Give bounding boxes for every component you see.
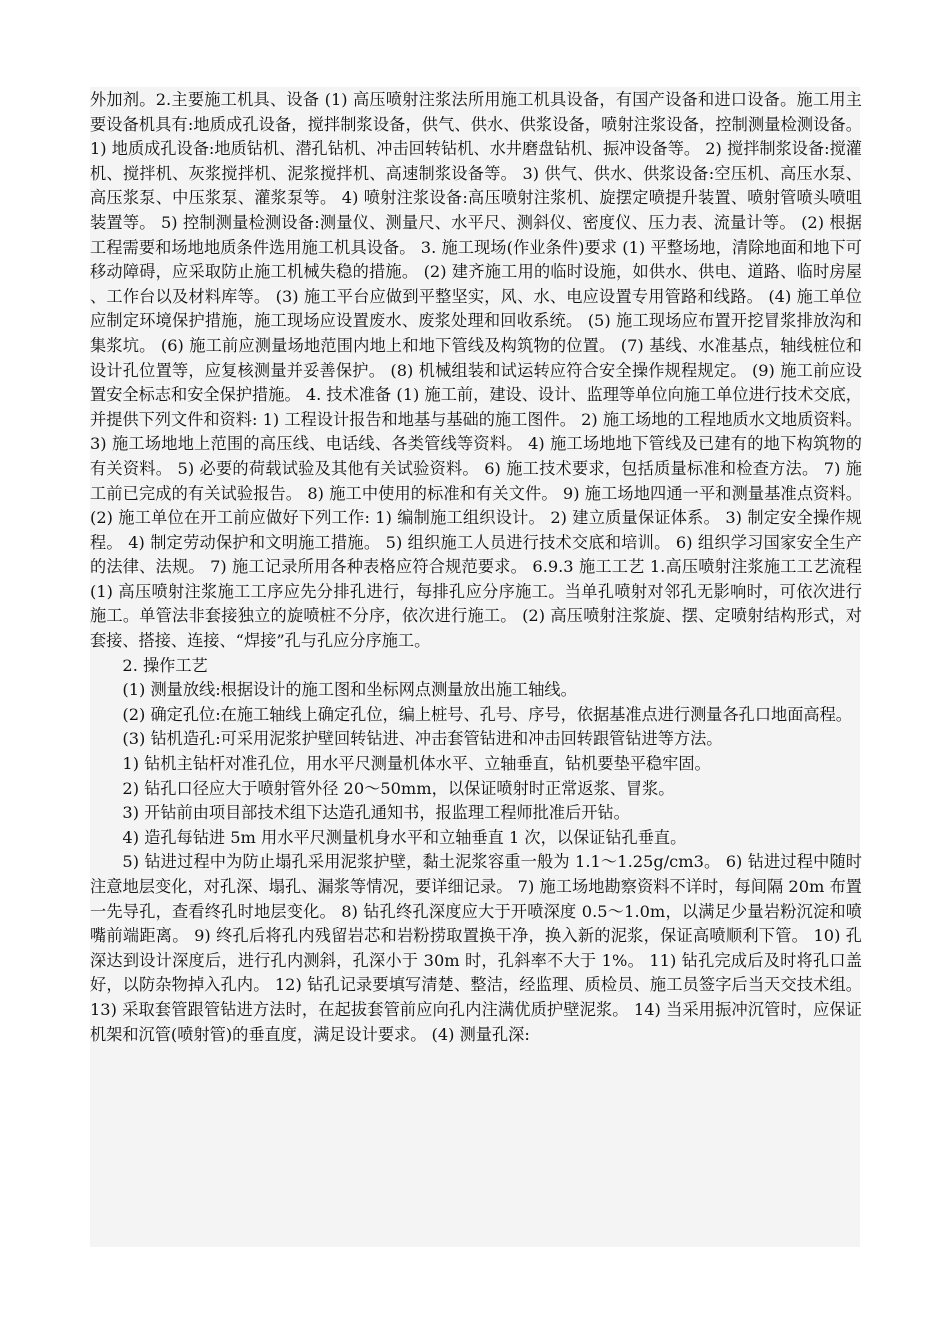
- paragraph-hole-position: (2) 确定孔位:在施工轴线上确定孔位，编上桩号、孔号、序号，依据基准点进行测量各孔口地面高程。: [122, 704, 852, 724]
- paragraph-drilling-step-3: 3) 开钻前由项目部技术组下达造孔通知书，报监理工程师批准后开钻。: [122, 803, 630, 823]
- paragraph-drilling-step-1: 1) 钻机主钻杆对准孔位，用水平尺测量机体水平、立轴垂直，钻机要垫平稳牢固。: [122, 754, 711, 774]
- paragraph-drilling: (3) 钻机造孔:可采用泥浆护壁回转钻进、冲击套管钻进和冲击回转跟管钻进等方法。: [122, 729, 723, 749]
- paragraph-survey-layout: (1) 测量放线:根据设计的施工图和坐标网点测量放出施工轴线。: [122, 680, 577, 700]
- paragraph-drilling-step-4: 4) 造孔每钻进 5m 用水平尺测量机身水平和立轴垂直 1 次，以保证钻孔垂直。: [122, 827, 687, 847]
- paragraph-drilling-step-2: 2) 钻孔口径应大于喷射管外径 20～50mm，以保证喷射时正常返浆、冒浆。: [122, 778, 675, 798]
- paragraph-operation-process-heading: 2. 操作工艺: [122, 655, 208, 675]
- paragraph-drilling-steps-5-14: 5) 钻进过程中为防止塌孔采用泥浆护壁，黏土泥浆容重一般为 1.1～1.25g/cm3。 6) 钻进过程中随时注意地层变化，对孔深、塌孔、漏浆等情况，要详细记录。 7) 施工场地勘察资料不详时，每间隔 20m 布置一先导孔，查看终孔时地层变化。 8) 钻孔终孔深度应大于开喷深度 0.5～1.0m，以满足少量岩粉沉淀和喷嘴前端距离。 9) 终孔后将孔内残留岩芯和岩粉捞取置换干净，换入新的泥浆，保证高喷顺利下管。 10) 孔深达到设计深度后，进行孔内测斜，孔深小于 30m 时，孔斜率不大于 1%。 11) 钻孔完成后及时将孔口盖好，以防杂物掉入孔内。 12) 钻孔记录要填写清楚、整洁，经监理、质检员、施工员签字后当天交技术组。 13) 采取套管跟管钻进方法时，在起拔套管前应向孔内注满优质护壁泥浆。 14) 当采用振冲沉管时，应保证机架和沉管(喷射管)的垂直度，满足设计要求。 (4) 测量孔深:: [90, 852, 862, 1044]
- document-body: [90, 88, 862, 1047]
- paragraph-equipment-and-preparation: 外加剂。2.主要施工机具、设备 (1) 高压喷射注浆法所用施工机具设备，有国产设备和进口设备。施工用主要设备机具有:地质成孔设备，搅拌制浆设备，供气、供水、供浆设备，喷射注浆设备，控制测量检测设备。 1) 地质成孔设备:地质钻机、潜孔钻机、冲击回转钻机、水井磨盘钻机、振冲设备等。 2) 搅拌制浆设备:搅灌机、搅拌机、灰浆搅拌机、泥浆搅拌机、高速制浆设备等。 3) 供气、供水、供浆设备:空压机、高压水泵、高压浆泵、中压浆泵、灌浆泵等。 4) 喷射注浆设备:高压喷射注浆机、旋摆定喷提升装置、喷射管喷头喷咀装置等。 5) 控制测量检测设备:测量仪、测量尺、水平尺、测斜仪、密度仪、压力表、流量计等。 (2) 根据工程需要和场地地质条件选用施工机具设备。 3. 施工现场(作业条件)要求 (1) 平整场地，清除地面和地下可移动障碍，应采取防止施工机械失稳的措施。 (2) 建齐施工用的临时设施，如供水、供电、道路、临时房屋、工作台以及材料库等。 (3) 施工平台应做到平整坚实，风、水、电应设置专用管路和线路。 (4) 施工单位应制定环境保护措施，施工现场应设置废水、废浆处理和回收系统。 (5) 施工现场应布置开挖冒浆排放沟和集浆坑。 (6) 施工前应测量场地范围内地上和地下管线及构筑物的位置。 (7) 基线、水准基点，轴线桩位和设计孔位置等，应复核测量并妥善保护。 (8) 机械组装和试运转应符合安全操作规程规定。 (9) 施工前应设置安全标志和安全保护措施。 4. 技术准备 (1) 施工前，建设、设计、监理等单位向施工单位进行技术交底，并提供下列文件和资料: 1) 工程设计报告和地基与基础的施工图件。 2) 施工场地的工程地质水文地质资料。 3) 施工场地地上范围的高压线、电话线、各类管线等资料。 4) 施工场地地下管线及已建有的地下构筑物的有关资料。 5) 必要的荷载试验及其他有关试验资料。 6) 施工技术要求，包括质量标准和检查方法。 7) 施工前已完成的有关试验报告。 8) 施工中使用的标准和有关文件。 9) 施工场地四通一平和测量基准点资料。 (2) 施工单位在开工前应做好下列工作: 1) 编制施工组织设计。 2) 建立质量保证体系。 3) 制定安全操作规程。 4) 制定劳动保护和文明施工措施。 5) 组织施工人员进行技术交底和培训。 6) 组织学习国家安全生产的法律、法规。 7) 施工记录所用各种表格应符合规范要求。 6.9.3 施工工艺 1.高压喷射注浆施工工艺流程 (1) 高压喷射注浆施工工序应先分排孔进行，每排孔应分序施工。当单孔喷射对邻孔无影响时，可依次进行施工。单管法非套接独立的旋喷桩不分序，依次进行施工。 (2) 高压喷射注浆旋、摆、定喷射结构形式，对套接、搭接、连接、“焊接”孔与孔应分序施工。: [90, 90, 862, 651]
